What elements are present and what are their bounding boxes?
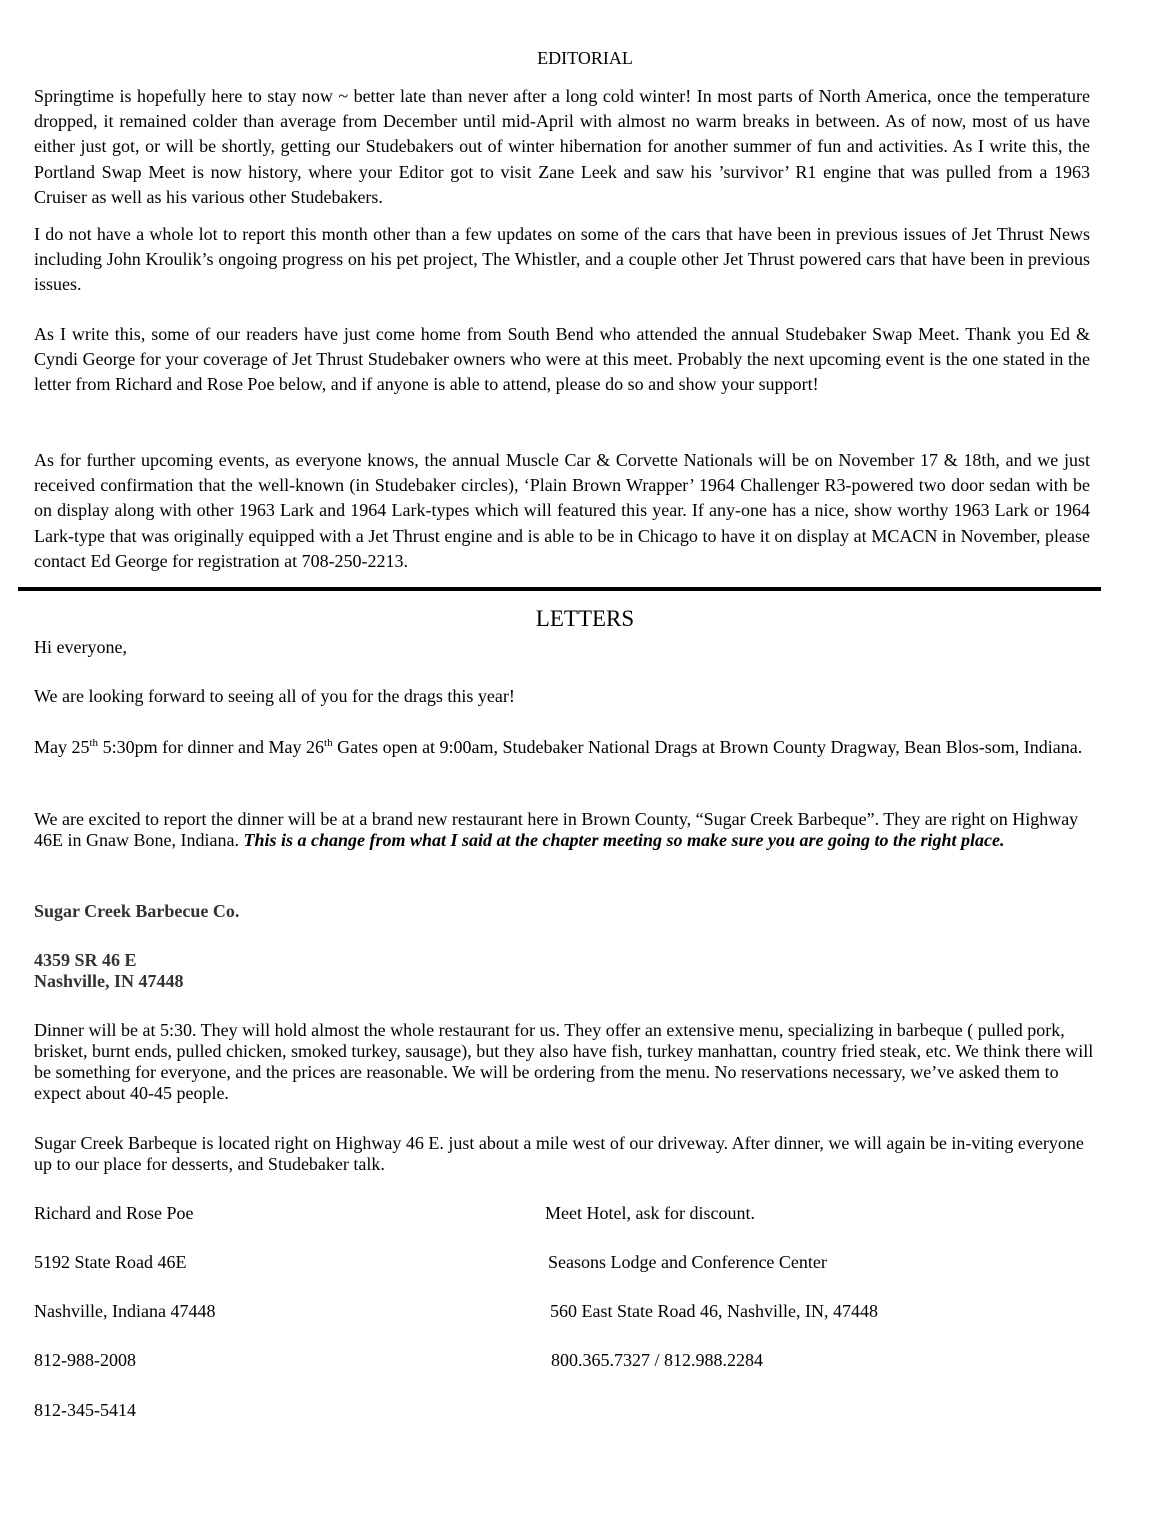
contact-street: 5192 State Road 46E bbox=[34, 1252, 187, 1272]
editorial-heading: EDITORIAL bbox=[537, 48, 633, 68]
restaurant-name: Sugar Creek Barbecue Co. bbox=[34, 901, 240, 921]
event-dates-text: Gates open at 9:00am, Studebaker National Drags at Brown County Dragway, Bean Blos-som, Indiana. bbox=[332, 737, 1083, 757]
section-divider bbox=[18, 587, 1101, 591]
hotel-address: 560 East State Road 46, Nashville, IN, 47448 bbox=[550, 1301, 878, 1321]
ordinal-suffix: th bbox=[89, 737, 99, 749]
letter-greeting: Hi everyone, bbox=[34, 637, 127, 657]
letter-intro: We are looking forward to seeing all of you for the drags this year! bbox=[34, 686, 515, 706]
editorial-paragraph-2: I do not have a whole lot to report this month other than a few updates on some of the cars that have been in previous issues of Jet Thrust News including John Kroulik’s ongoing progress on his pet project, The Whistler, and a couple other Jet Thrust powered cars that have been in previous issues. bbox=[34, 224, 1090, 295]
letters-heading: LETTERS bbox=[535, 606, 635, 631]
letter-dinner-details: Dinner will be at 5:30. They will hold almost the whole restaurant for us. They offer an extensive menu, specializing in barbeque ( pulled pork, brisket, burnt ends, pulled chicken, smoked turkey, sausage), but they also have fish, turkey manhattan, country fried steak, etc. We think there will be something for everyone, and the prices are reasonable. We will be ordering from the menu. No reservations necessary, we’ve asked them to expect about 40-45 people. bbox=[34, 1020, 1094, 1103]
contact-phone-2: 812-345-5414 bbox=[34, 1400, 136, 1420]
event-dates-text: 5:30pm for dinner and May 26 bbox=[98, 737, 325, 757]
dinner-note-emphasis: This is a change from what I said at the chapter meeting so make sure you are going to the right place. bbox=[243, 830, 1005, 850]
editorial-paragraph-3: As I write this, some of our readers have just come home from South Bend who attended the annual Studebaker Swap Meet. Thank you Ed & Cyndi George for your coverage of Jet Thrust Studebaker owners who were at this meet. Probably the next upcoming event is the one stated in the letter from Richard and Rose Poe below, and if anyone is able to attend, please do so and show your support! bbox=[34, 324, 1090, 395]
hotel-intro: Meet Hotel, ask for discount. bbox=[545, 1203, 755, 1223]
letter-event-dates bbox=[34, 737, 1094, 758]
ordinal-suffix: th bbox=[324, 737, 333, 749]
editorial-paragraph-1: Springtime is hopefully here to stay now ~ better late than never after a long cold winter! In most parts of North America, once the temperature dropped, it remained colder than average from December until mid-April with almost no warm breaks in between. As of now, most of us have either just got, or will be shortly, getting our Studebakers out of winter hibernation for another summer of fun and activities. As I write this, the Portland Swap Meet is now history, where your Editor got to visit Zane Leek and saw his ’survivor’ R1 engine that was pulled from a 1963 Cruiser as well as his various other Studebakers. bbox=[34, 86, 1090, 207]
letter-location-note: Sugar Creek Barbeque is located right on Highway 46 E. just about a mile west of our driveway. After dinner, we will again be in-viting everyone up to our place for desserts, and Studebaker talk. bbox=[34, 1133, 1084, 1174]
editorial-paragraph-4: As for further upcoming events, as everyone knows, the annual Muscle Car & Corvette Nationals will be on November 17 & 18th, and we just received confirmation that the well-known (in Studebaker circles), ‘Plain Brown Wrapper’ 1964 Challenger R3-powered two door sedan with be on display along with other 1963 Lark and 1964 Lark-types which will featured this year. If any-one has a nice, show worthy 1963 Lark or 1964 Lark-type that was originally equipped with a Jet Thrust engine and is able to be in Chicago to have it on display at MCACN in November, please contact Ed George for registration at 708-250-2213. bbox=[34, 450, 1090, 571]
contact-city: Nashville, Indiana 47448 bbox=[34, 1301, 216, 1321]
event-dates-text: May 25 bbox=[34, 737, 90, 757]
restaurant-address-line-2: Nashville, IN 47448 bbox=[34, 971, 184, 991]
contact-name: Richard and Rose Poe bbox=[34, 1203, 194, 1223]
letter-dinner-note bbox=[34, 809, 1094, 851]
contact-phone-1: 812-988-2008 bbox=[34, 1350, 136, 1370]
hotel-phone: 800.365.7327 / 812.988.2284 bbox=[551, 1350, 764, 1370]
hotel-name: Seasons Lodge and Conference Center bbox=[548, 1252, 827, 1272]
restaurant-address-line-1: 4359 SR 46 E bbox=[34, 950, 137, 970]
dinner-note-text: We are excited to report the dinner will be at a brand new restaurant here in Brown County, “Sugar Creek Barbeque”. They are right on Highway 46E in Gnaw Bone, Indiana. bbox=[34, 809, 1079, 850]
